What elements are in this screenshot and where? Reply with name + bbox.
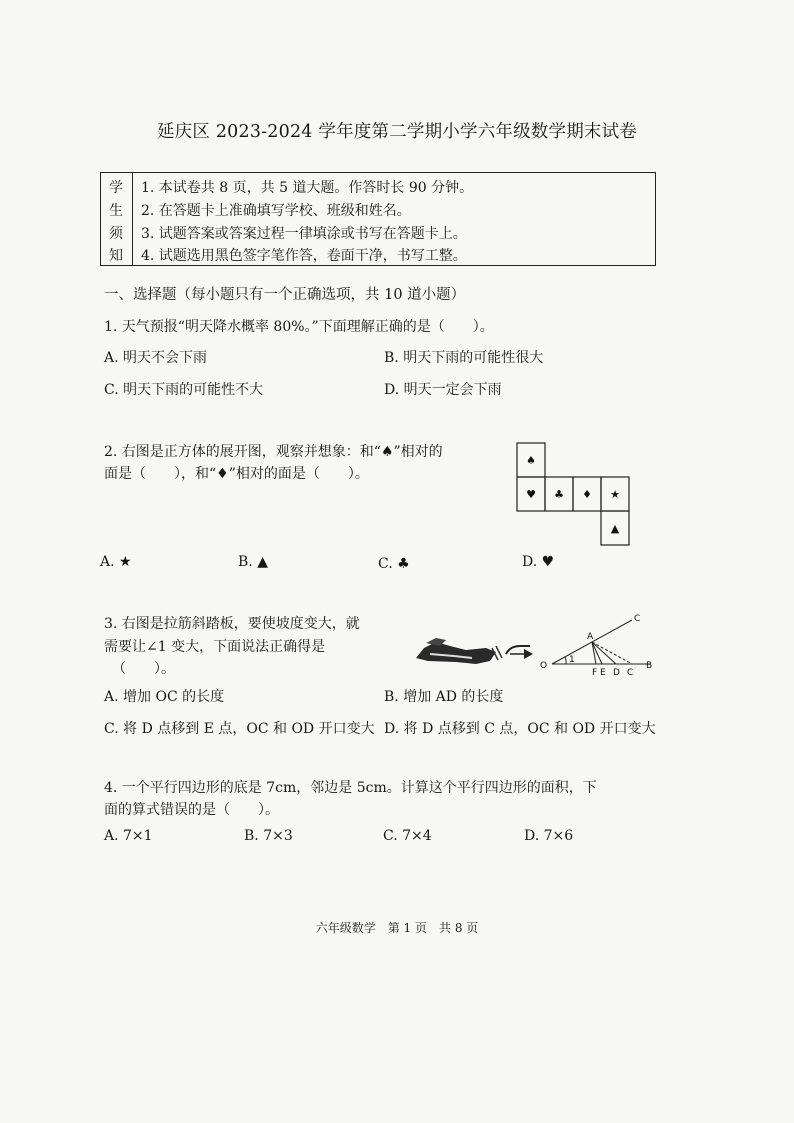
q1-stem: 1. 天气预报“明天降水概率 80%。”下面理解正确的是（ ）。 [104,319,494,335]
notice-header-char: 须 [109,226,123,242]
page-title: 延庆区 2023-2024 学年度第二学期小学六年级数学期末试卷 [156,122,637,142]
q3-stem-line1: 3. 右图是拉筋斜踏板，要使坡度变大，就 [104,616,360,632]
q2-stem-line1: 2. 右图是正方体的展开图，观察并想象：和“♠”相对的 [104,444,443,460]
notice-item: 3. 试题答案或答案过程一律填涂或书写在答题卡上。 [141,226,467,242]
net-face: ♣ [554,488,564,501]
page-footer: 六年级数学 第 1 页 共 8 页 [315,921,479,935]
student-notice-box [100,172,656,266]
q3-option-c: C. 将 D 点移到 E 点，OC 和 OD 开口变大 [104,721,375,737]
notice-header-char: 知 [109,248,123,264]
slant-board-figure [406,608,658,682]
foot-illustration [416,638,530,664]
point-label-f: F [592,668,598,678]
angle-label: 1 [569,655,575,665]
q3-option-d: D. 将 D 点移到 C 点，OC 和 OD 开口变大 [384,721,656,737]
net-face: ★ [610,488,620,501]
q1-option-b: B. 明天下雨的可能性很大 [384,350,544,366]
q2-option-c: C. ♣ [378,556,410,572]
net-face: ♥ [526,488,536,501]
q4-option-a: A. 7×1 [104,828,153,844]
net-face-top: ♠ [526,454,536,467]
q2-option-d: D. ♥ [522,554,555,570]
q2-option-b: B. ▲ [238,554,268,570]
point-label-d: D [613,668,620,678]
point-label-e: E [600,668,606,678]
point-label-b: B [646,661,653,671]
notice-item: 2. 在答题卡上准确填写学校、班级和姓名。 [141,203,411,219]
section-heading: 一、选择题（每小题只有一个正确选项，共 10 道小题） [104,287,466,303]
notice-item: 4. 试题选用黑色签字笔作答，卷面干净，书写工整。 [141,248,467,264]
q1-option-d: D. 明天一定会下雨 [384,382,502,398]
point-label-a: A [587,632,594,642]
q3-stem-line2: 需要让∠1 变大，下面说法正确得是 [104,639,326,655]
q2-option-a: A. ★ [100,554,132,570]
q3-option-a: A. 增加 OC 的长度 [104,689,225,705]
cube-net-figure [512,440,652,546]
net-face-bottom: ▲ [610,522,620,535]
net-face: ♦ [582,488,592,501]
notice-header-char: 学 [109,180,123,196]
notice-header [101,173,133,265]
point-label-c-top: C [634,614,641,624]
q4-option-b: B. 7×3 [244,828,293,844]
q4-stem-line2: 面的算式错误的是（ ）。 [104,802,279,818]
q3-option-b: B. 增加 AD 的长度 [384,689,504,705]
q2-stem-line2: 面是（ ），和“♦”相对的面是（ ）。 [104,466,369,482]
q1-option-a: A. 明天不会下雨 [104,350,208,366]
point-label-c: C [627,668,634,678]
q3-stem-line3: （ ）。 [112,661,175,677]
point-label-o: O [540,661,548,671]
q4-option-d: D. 7×6 [524,828,574,844]
q4-stem-line1: 4. 一个平行四边形的底是 7cm，邻边是 5cm。计算这个平行四边形的面积，下 [104,780,597,796]
q1-option-c: C. 明天下雨的可能性不大 [104,382,264,398]
q4-option-c: C. 7×4 [383,828,432,844]
notice-header-char: 生 [109,203,123,219]
notice-item: 1. 本试卷共 8 页，共 5 道大题。作答时长 90 分钟。 [141,180,474,196]
